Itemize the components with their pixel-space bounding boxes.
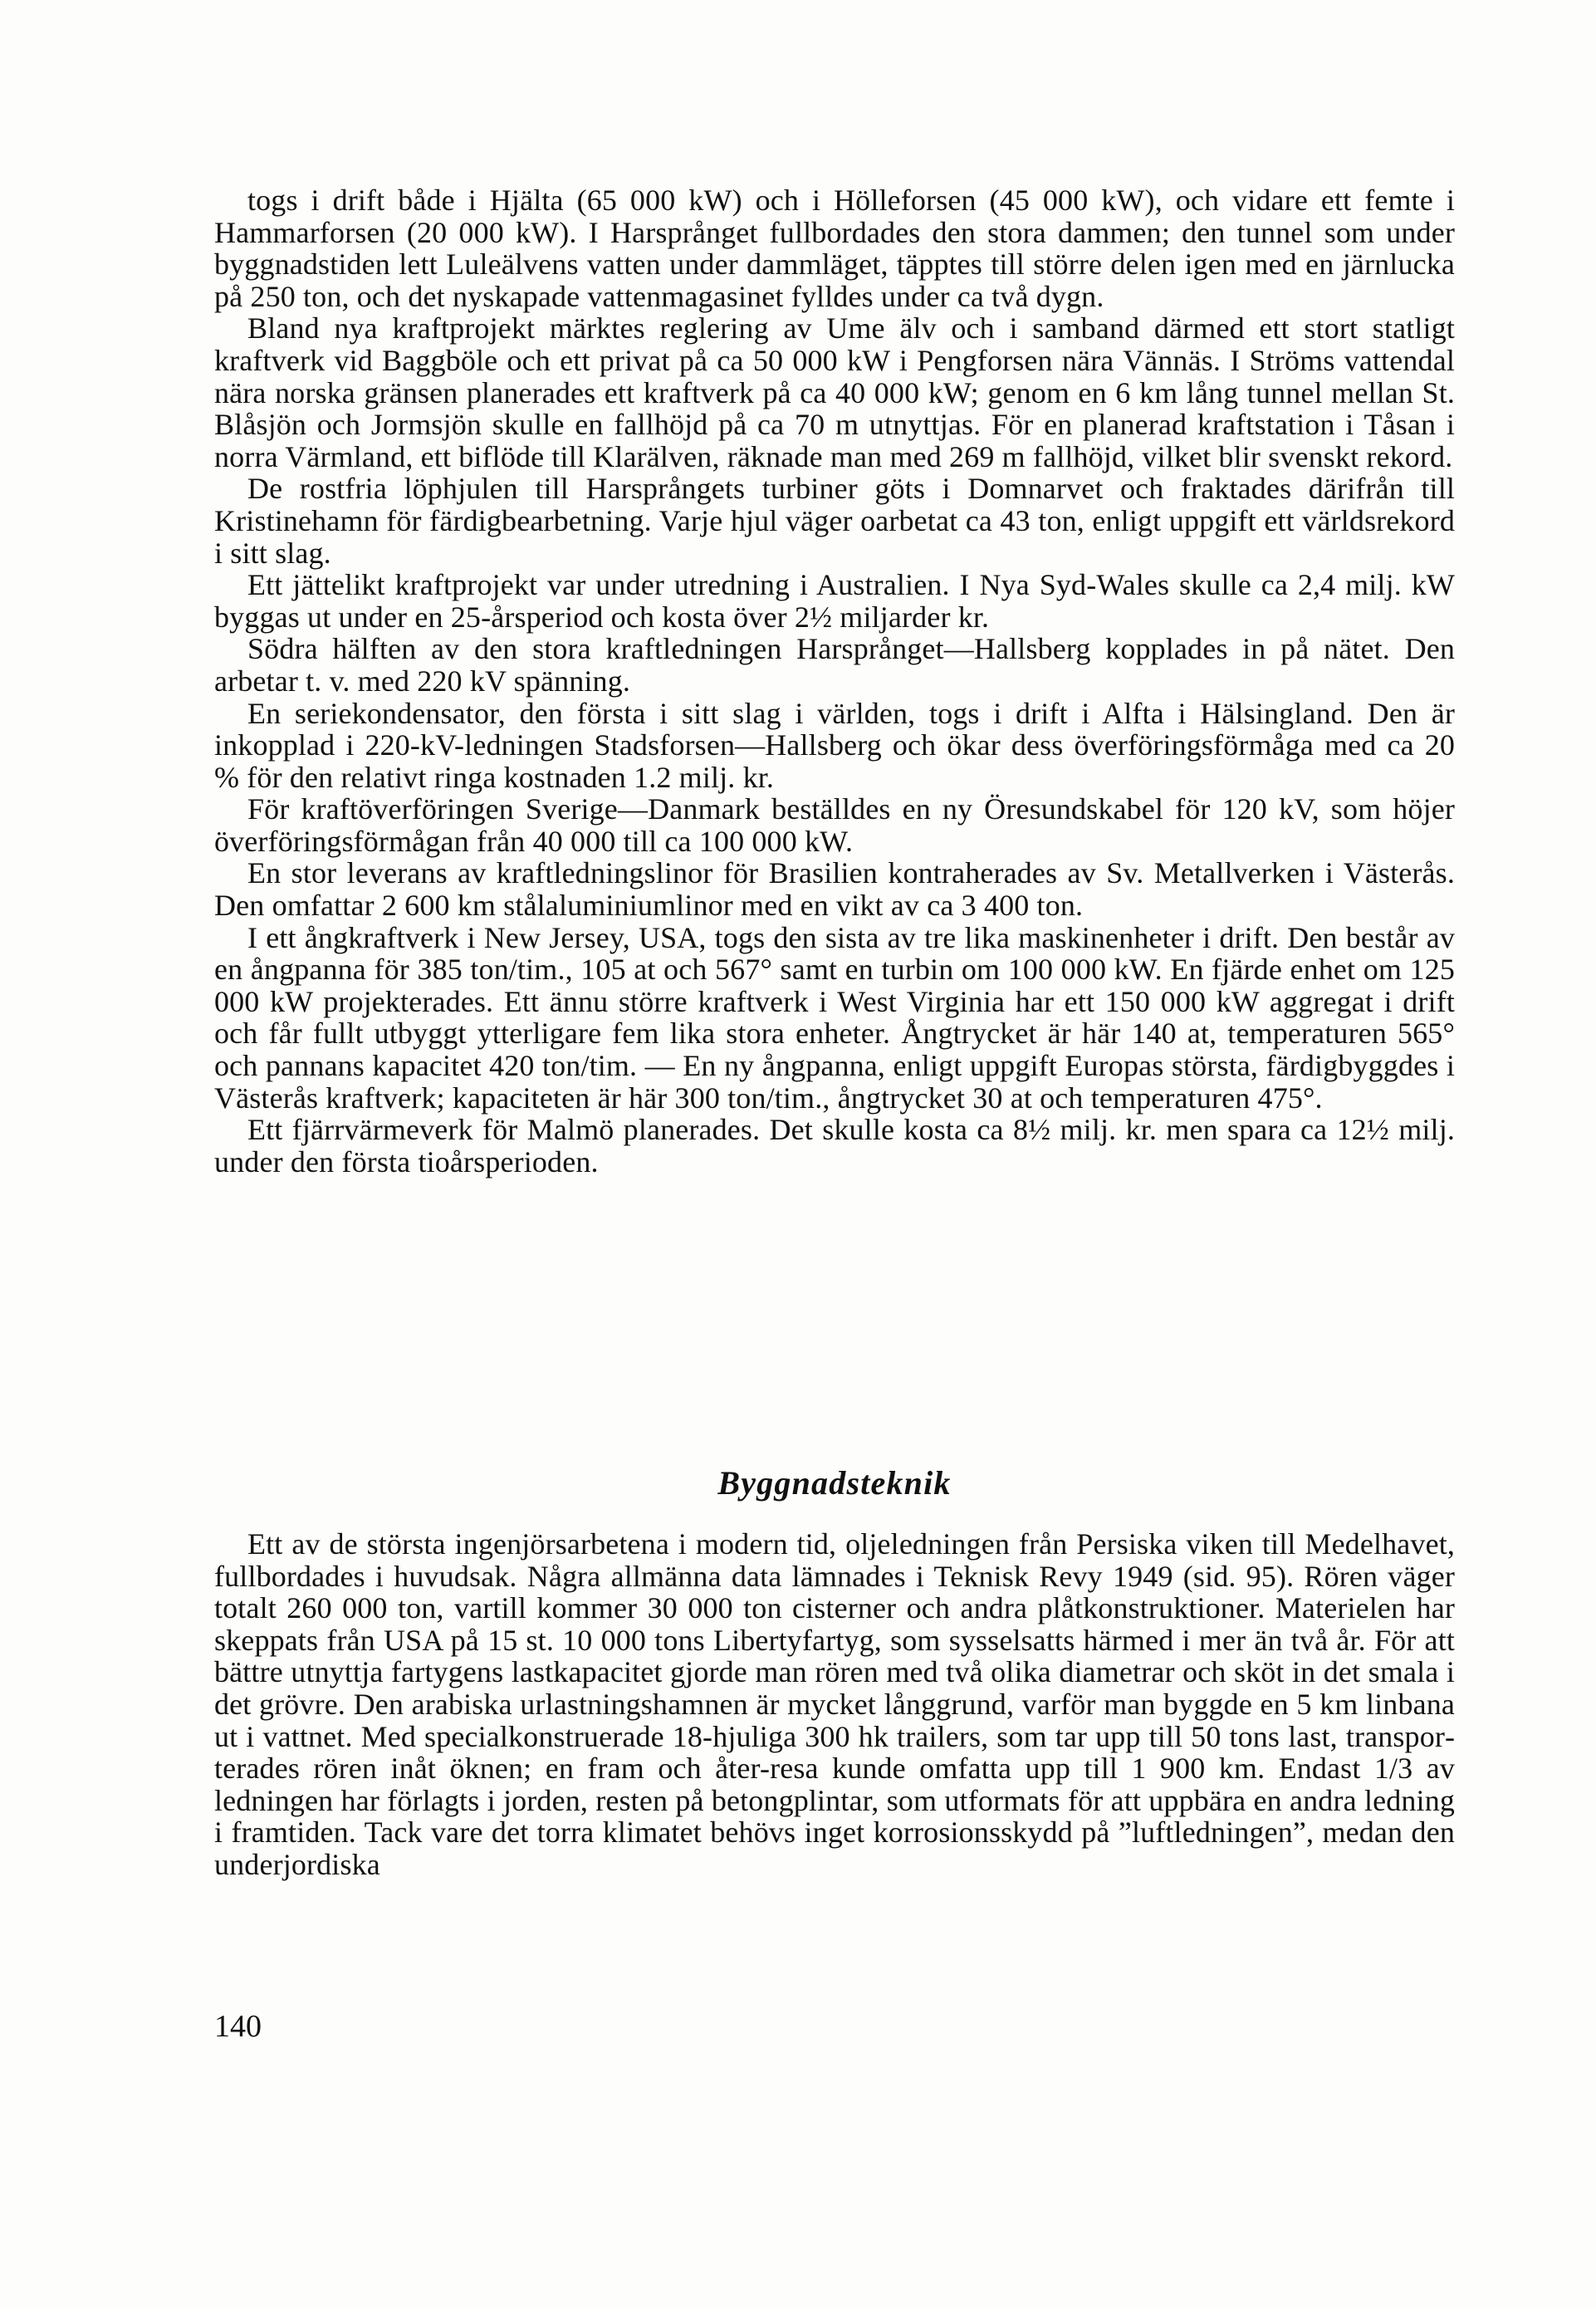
paragraph: Bland nya kraftprojekt märktes reglering av Ume älv och i samband därmed ett stort statligt kraftverk vid Baggböle och ett privat på ca 50 000 kW i Pengforsen nära Vännäs. I Ströms vattendal nära norska gränsen planerades ett kraftverk på ca 40 000 kW; genom en 6 km lång tunnel mellan St. Blåsjön och Jormsjön skulle en fallhöjd på ca 70 m utnyttjas. För en planerad kraftstation i Tåsan i norra Värmland, ett biflöde till Klarälven, räknade man med 269 m fallhöjd, vilket blir svenskt rekord. [214, 311, 1455, 473]
paragraph: Ett fjärrvärmeverk för Malmö planerades. Det skulle kosta ca 8½ milj. kr. men spara ca 12½ milj. under den första tioårsperioden. [214, 1113, 1455, 1179]
paragraph: En stor leverans av kraftledningslinor för Brasilien kontraherades av Sv. Metallverken i Västerås. Den omfattar 2 600 km stålaluminiumlinor med en vikt av ca 3 400 ton. [214, 856, 1455, 923]
section-heading: Byggnadsteknik [717, 1464, 952, 1502]
paragraph: Ett av de största ingenjörsarbetena i modern tid, oljeledningen från Persiska viken till Medelhavet, fullbordades i huvudsak. Några allmänna data lämnades i Teknisk Revy 1949 (sid. 95). Rören väger totalt 260 000 ton, vartill kommer 30 000 ton cisterner och andra plåtkonstruktioner. Materielen har skeppats från USA på 15 st. 10 000 tons Libertyfartyg, som sysselsatts härmed i mer än två år. För att bättre utnyttja fartygens lastkapacitet gjorde man rören med två olika diametrar och sköt in det smala i det grövre. Den arabiska urlastningshamnen är mycket långgrund, varför man byggde en 5 km linbana ut i vattnet. Med specialkonstruerade 18-hjuliga 300 hk trailers, som tar upp till 50 tons last, transporterades rören inåt öknen; en fram och åter-resa kunde omfatta upp till 1 900 km. Endast 1/3 av ledningen har förlagts i jorden, resten på betongplintar, som utformats för att uppbära en andra ledning i framtiden. Tack vare det torra klimatet behövs inget korrosionsskydd på ”luftledningen”, medan den underjordiska [214, 1527, 1455, 1881]
paragraph: Ett jättelikt kraftprojekt var under utredning i Australien. I Nya Syd-Wales skulle ca 2,4 milj. kW byggas ut under en 25-årsperiod och kosta över 2½ miljarder kr. [214, 568, 1455, 634]
body-text-section [214, 184, 1455, 1178]
page-number: 140 [214, 2009, 262, 2044]
paragraph: För kraftöverföringen Sverige—Danmark beställdes en ny Öresundskabel för 120 kV, som höjer överföringsförmågan från 40 000 till ca 100 000 kW. [214, 792, 1455, 858]
paragraph: En seriekondensator, den första i sitt slag i världen, togs i drift i Alfta i Hälsingland. Den är inkopplad i 220-kV-ledningen Stadsforsen—Hallsberg och ökar dess överföringsförmåga med ca 20 % för den relativt ringa kostnaden 1.2 milj. kr. [214, 696, 1455, 794]
paragraph: Södra hälften av den stora kraftledningen Harsprånget—Hallsberg kopplades in på nätet. Den arbetar t. v. med 220 kV spänning. [214, 632, 1455, 698]
body-text-section [214, 1528, 1455, 1881]
paragraph: togs i drift både i Hjälta (65 000 kW) och i Hölleforsen (45 000 kW), och vidare ett femte i Hammarforsen (20 000 kW). I Harsprånget fullbordades den stora dammen; den tunnel som under byggnadstiden lett Luleälvens vatten under dammläget, täpptes till större delen igen med en järnlucka på 250 ton, och det nyskapade vattenmagasinet fylldes under ca två dygn. [214, 184, 1455, 313]
paragraph: De rostfria löphjulen till Harsprångets turbiner göts i Domnarvet och fraktades därifrån till Kristinehamn för färdigbearbetning. Varje hjul väger oarbetat ca 43 ton, enligt uppgift ett världsrekord i sitt slag. [214, 472, 1455, 570]
paragraph: I ett ångkraftverk i New Jersey, USA, togs den sista av tre lika maskinenheter i drift. Den består av en ångpanna för 385 ton/tim., 105 at och 567° samt en turbin om 100 000 kW. En fjärde enhet om 125 000 kW projekterades. Ett ännu större kraftverk i West Virginia har ett 150 000 kW aggregat i drift och får fullt utbyggt ytterligare fem lika stora enheter. Ångtrycket är här 140 at, temperaturen 565° och pannans kapacitet 420 ton/tim. — En ny ångpanna, enligt uppgift Europas största, färdigbyggdes i Västerås kraftverk; kapaciteten är här 300 ton/tim., ångtrycket 30 at och temperaturen 475°. [214, 920, 1455, 1115]
